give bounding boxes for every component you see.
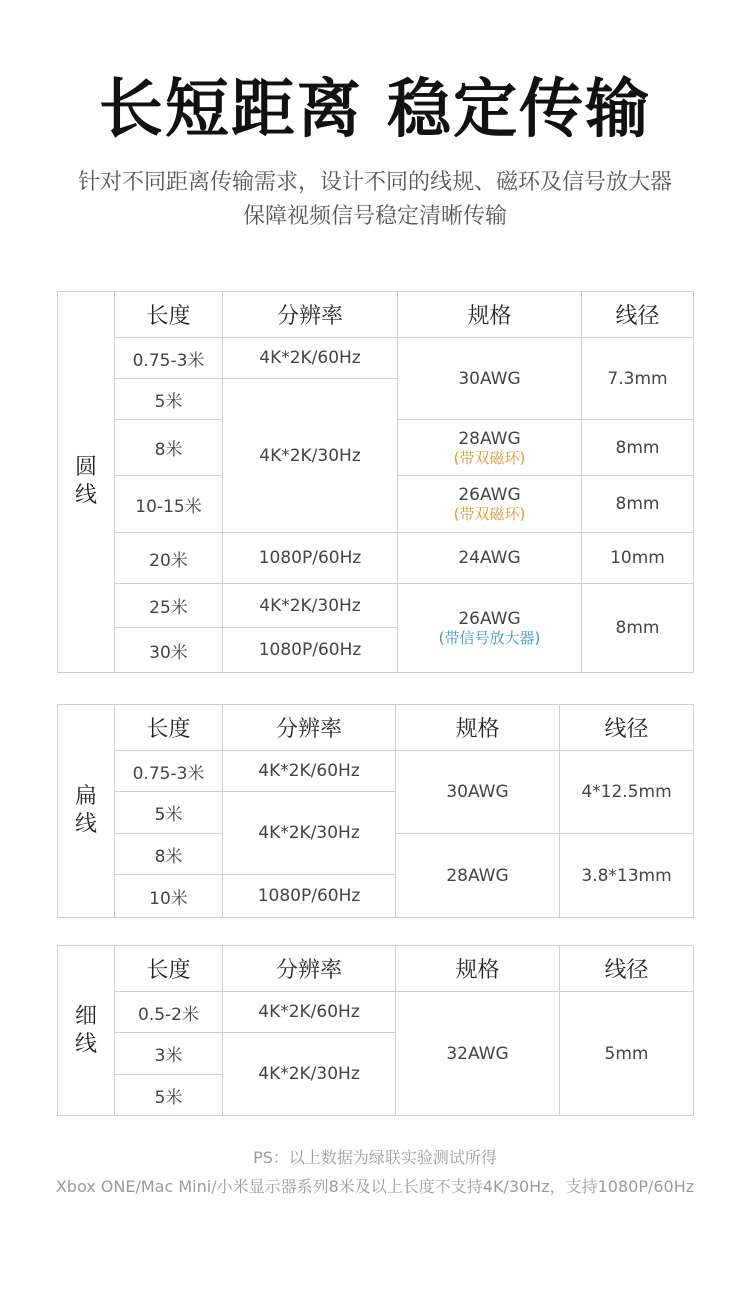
thin-cable-label: 细 线: [58, 946, 115, 1116]
header-length: 长度: [115, 705, 223, 751]
table-cell-length: 25米: [115, 584, 223, 628]
table-cell-diameter: 10mm: [582, 533, 694, 584]
table-cell-length: 5米: [115, 792, 223, 834]
header-spec: 规格: [396, 705, 560, 751]
table-cell-resolution: 1080P/60Hz: [223, 875, 396, 918]
table-cell-length: 20米: [115, 533, 223, 584]
table-cell-diameter: 5mm: [560, 992, 694, 1116]
subtitle-line-2: 保障视频信号稳定清晰传输: [242, 204, 507, 229]
table-cell-length: 8米: [115, 420, 223, 476]
table-cell-length: 10-15米: [115, 476, 223, 533]
compatibility-note: Xbox ONE/Mac Mini/小米显示器系列8米及以上长度不支持4K/30Hz，支持1080P/60Hz: [55, 1177, 695, 1196]
test-data-note: PS：以上数据为绿联实验测试所得: [253, 1148, 497, 1167]
table-cell-resolution: 1080P/60Hz: [223, 533, 398, 584]
table-cell-diameter: 7.3mm: [582, 338, 694, 420]
flat-cable-table: [57, 704, 694, 918]
table-cell-resolution: 4K*2K/60Hz: [223, 338, 398, 379]
table-cell-length: 5米: [115, 379, 223, 420]
flat-cable-label: 扁 线: [58, 705, 115, 918]
page-title: 长短距离 稳定传输: [98, 73, 652, 147]
table-cell-diameter: 8mm: [582, 420, 694, 476]
table-cell-length: 8米: [115, 834, 223, 875]
header-resolution: 分辨率: [223, 705, 396, 751]
table-cell-spec: [398, 584, 582, 673]
subtitle-line-1: 针对不同距离传输需求，设计不同的线规、磁环及信号放大器: [77, 170, 672, 195]
table-cell-spec: 32AWG: [396, 992, 560, 1116]
thin-cable-table: [57, 945, 694, 1116]
table-cell-spec: [398, 420, 582, 476]
table-cell-spec: 24AWG: [398, 533, 582, 584]
signal-amplifier-note: (带信号放大器): [438, 629, 541, 647]
round-cable-label: 圆 线: [58, 292, 115, 673]
table-cell-spec: 28AWG: [396, 834, 560, 918]
table-cell-resolution: 4K*2K/30Hz: [223, 584, 398, 628]
table-cell-length: 3米: [115, 1033, 223, 1075]
table-cell-resolution: 4K*2K/30Hz: [223, 379, 398, 533]
header-spec: 规格: [398, 292, 582, 338]
header-diameter: 线径: [560, 705, 694, 751]
table-cell-length: 30米: [115, 628, 223, 673]
table-cell-length: 0.5-2米: [115, 992, 223, 1033]
table-cell-resolution: 1080P/60Hz: [223, 628, 398, 673]
table-cell-length: 0.75-3米: [115, 751, 223, 792]
table-cell-resolution: 4K*2K/60Hz: [223, 751, 396, 792]
spec-awg: 28AWG: [458, 428, 521, 449]
table-cell-diameter: 8mm: [582, 584, 694, 673]
spec-awg: 26AWG: [458, 485, 521, 505]
table-cell-spec: 30AWG: [398, 338, 582, 420]
table-cell-spec: 30AWG: [396, 751, 560, 834]
table-cell-length: 10米: [115, 875, 223, 918]
round-cable-table: [57, 291, 694, 673]
magnetic-ring-note: (带双磁环): [453, 505, 526, 523]
header-diameter: 线径: [582, 292, 694, 338]
table-cell-resolution: 4K*2K/30Hz: [223, 792, 396, 875]
table-cell-length: 5米: [115, 1075, 223, 1116]
header-resolution: 分辨率: [223, 946, 396, 992]
table-cell-resolution: 4K*2K/30Hz: [223, 1033, 396, 1116]
magnetic-ring-note: (带双磁环): [453, 448, 526, 467]
table-cell-diameter: 3.8*13mm: [560, 834, 694, 918]
spec-awg: 26AWG: [458, 609, 521, 629]
header-length: 长度: [115, 946, 223, 992]
table-cell-diameter: 8mm: [582, 476, 694, 533]
header-spec: 规格: [396, 946, 560, 992]
table-cell-spec: [398, 476, 582, 533]
table-cell-resolution: 4K*2K/60Hz: [223, 992, 396, 1033]
header-length: 长度: [115, 292, 223, 338]
table-cell-length: 0.75-3米: [115, 338, 223, 379]
header-diameter: 线径: [560, 946, 694, 992]
header-resolution: 分辨率: [223, 292, 398, 338]
table-cell-diameter: 4*12.5mm: [560, 751, 694, 834]
